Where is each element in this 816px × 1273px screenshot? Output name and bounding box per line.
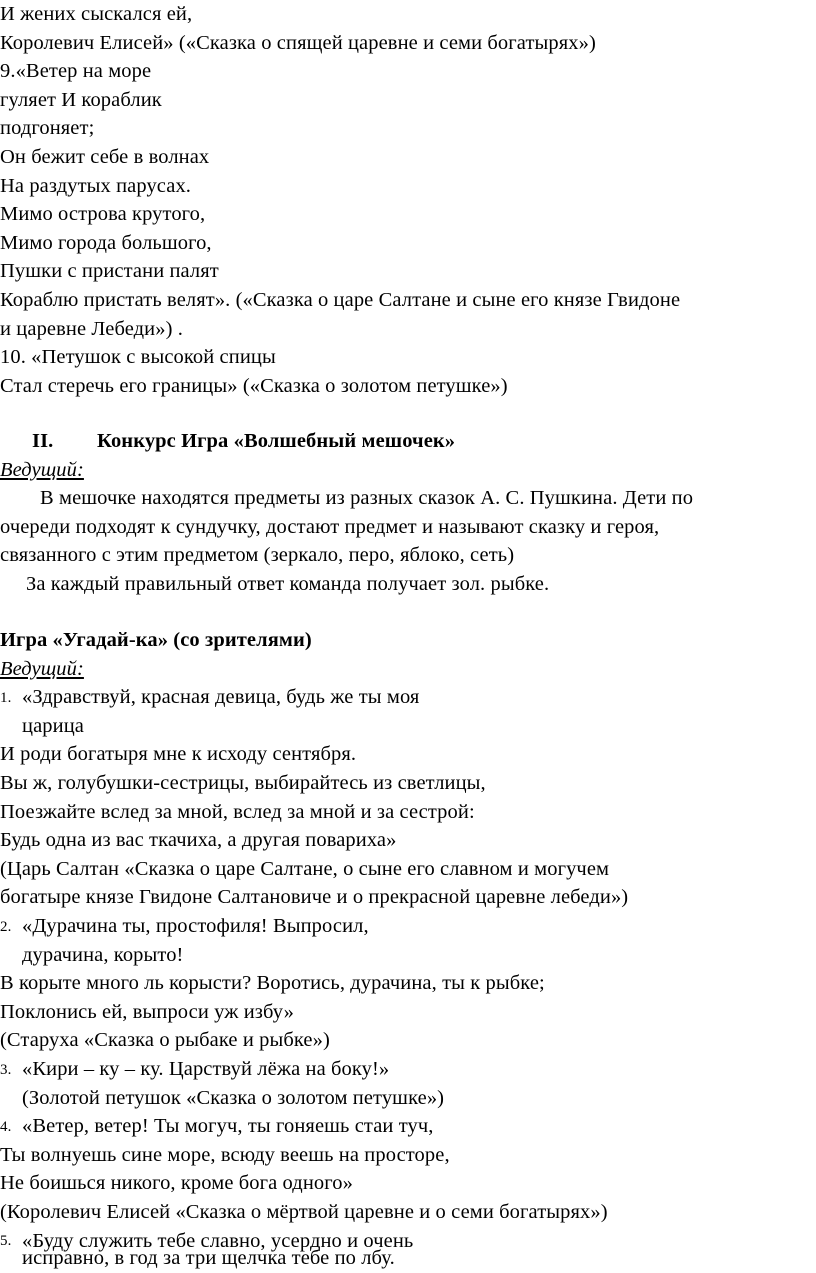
text-line: Мимо города большого, bbox=[0, 231, 212, 254]
text-line: Мимо острова крутого, bbox=[0, 203, 206, 226]
list-item-line: «Кири – ку – ку. Царствуй лёжа на боку!» bbox=[22, 1058, 390, 1080]
list-number: 4. bbox=[0, 1119, 12, 1135]
text-line: И жених сыскался ей, bbox=[0, 3, 193, 25]
list-item-line: Поклонись ей, выпроси уж избу» bbox=[0, 1000, 294, 1023]
list-item-line: «Дурачина ты, простофиля! Выпросил, bbox=[22, 915, 369, 937]
list-number: 3. bbox=[0, 1061, 12, 1078]
list-item-line: (Старуха «Сказка о рыбаке и рыбке») bbox=[0, 1029, 330, 1052]
text-line: На раздутых парусах. bbox=[0, 174, 192, 197]
list-item-line: царица bbox=[22, 714, 84, 737]
text-line: и царевне Лебеди») . bbox=[0, 317, 183, 340]
list-item-line: (Королевич Елисей «Сказка о мёртвой царевне и о семи богатырях») bbox=[0, 1201, 608, 1223]
list-item-line: исправно, в год за три щелчка тебе по лбу. bbox=[22, 1247, 395, 1269]
list-number: 2. bbox=[0, 918, 12, 935]
host-label: Ведущий: bbox=[0, 458, 84, 481]
paragraph-line: В мешочке находятся предметы из разных сказок А. С. Пушкина. Дети по bbox=[40, 487, 694, 510]
host-label: Ведущий: bbox=[0, 657, 84, 680]
list-item-line: «Ветер, ветер! Ты могуч, ты гоняешь стаи туч, bbox=[22, 1115, 434, 1138]
game-title: Игра «Угадай-ка» (со зрителями) bbox=[0, 629, 312, 651]
paragraph-line: связанного с этим предметом (зеркало, перо, яблоко, сеть) bbox=[0, 544, 515, 567]
paragraph-line: За каждый правильный ответ команда получает зол. рыбке. bbox=[26, 573, 550, 595]
list-item-line: «Здравствуй, красная девица, будь же ты моя bbox=[22, 686, 420, 709]
list-item-line: В корыте много ль корысти? Воротись, дурачина, ты к рыбке; bbox=[0, 972, 545, 995]
text-line: 9.«Ветер на море bbox=[0, 60, 152, 83]
paragraph-line: очереди подходят к сундучку, достают предмет и называют сказку и героя, bbox=[0, 515, 660, 538]
list-item-line: Поезжайте вслед за мной, вслед за мной и за сестрой: bbox=[0, 800, 475, 823]
section-number: II. bbox=[32, 430, 54, 452]
text-line: Пушки с пристани палят bbox=[0, 260, 219, 283]
list-item-line: Ты волнуешь сине море, всюду веешь на просторе, bbox=[0, 1143, 450, 1166]
text-line: 10. «Петушок с высокой спицы bbox=[0, 346, 276, 369]
section-title: Конкурс Игра «Волшебный мешочек» bbox=[97, 430, 456, 452]
text-line: Он бежит себе в волнах bbox=[0, 146, 210, 168]
text-line: Кораблю пристать велят». («Сказка о царе Салтане и сыне его князе Гвидоне bbox=[0, 289, 681, 311]
list-item-line: богатыре князе Гвидоне Салтановиче и о прекрасной царевне лебеди») bbox=[0, 886, 629, 909]
list-item-line: Будь одна из вас ткачиха, а другая повариха» bbox=[0, 829, 397, 852]
list-item-line: Вы ж, голубушки-сестрицы, выбирайтесь из светлицы, bbox=[0, 772, 486, 794]
list-item-line: Не боишься никого, кроме бога одного» bbox=[0, 1172, 353, 1195]
list-item-line: (Золотой петушок «Сказка о золотом петушке») bbox=[22, 1086, 445, 1109]
list-item-line: И роди богатыря мне к исходу сентября. bbox=[0, 743, 357, 766]
list-number: 1. bbox=[0, 690, 12, 706]
list-item-line: (Царь Салтан «Сказка о царе Салтане, о сыне его славном и могучем bbox=[0, 857, 610, 880]
list-item-line: дурачина, корыто! bbox=[22, 943, 184, 966]
text-line: гуляет И кораблик bbox=[0, 88, 162, 111]
list-number: 5. bbox=[0, 1233, 12, 1250]
text-line: Королевич Елисей» («Сказка о спящей царевне и семи богатырях») bbox=[0, 31, 596, 54]
text-line: подгоняет; bbox=[0, 117, 95, 140]
list-item-line: «Буду служить тебе славно, усердно и очень bbox=[22, 1229, 414, 1252]
text-line: Стал стеречь его границы» («Сказка о золотом петушке») bbox=[0, 374, 508, 397]
